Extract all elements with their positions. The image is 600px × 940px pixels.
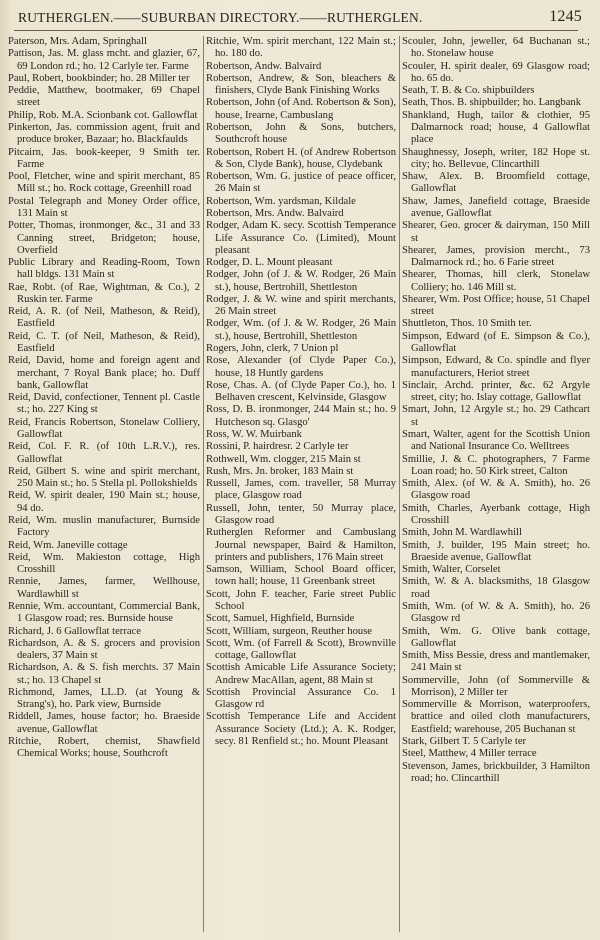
directory-entry: Simpson, Edward, & Co. spindle and flyer manufacturers, Heriot street [402,355,590,379]
directory-entry: Scott, Wm. (of Farrell & Scott), Brownville cottage, Gallowflat [206,637,396,662]
directory-entry: Pattison, Jas. M. glass mcht. and glazier, 67, 69 London rd.; ho. 12 Carlyle ter. Farme [8,48,200,72]
directory-entry: Reid, David, home and foreign agent and merchant, 7 Royal Bank place; ho. Duff bank, Gallowflat [8,355,200,391]
directory-entry: Richmond, James, LL.D. (at Young & Strang's), ho. Park view, Burnside [8,686,200,711]
directory-entry: Shankland, Hugh, tailor & clothier, 95 Dalmarnock road; house, 4 Gallowflat place [402,109,590,146]
directory-entry: Sommerville & Morrison, waterproofers, brattice and oiled cloth manufacturers, Eastfield; warehouse, 205 Buchanan st [402,699,590,735]
directory-entry: Rose, Alexander (of Clyde Paper Co.), house, 18 Huntly gardens [206,355,396,379]
directory-entry: Ross, W. W. Muirbank [206,429,302,440]
directory-entry: Rodger, D. L. Mount pleasant [206,257,333,269]
column-1 [8,36,200,932]
directory-entry: Reid, Wm. Janeville cottage [8,539,128,551]
directory-entry: Reid, Col. F. R. (of 10th L.R.V.), res. Gallowflat [8,441,200,465]
directory-entry: Scouler, H. spirit dealer, 69 Glasgow road; ho. 65 do. [402,60,590,84]
directory-entry: Reid, David, confectioner, Tennent pl. Castle st.; ho. 227 King st [8,392,200,416]
directory-entry: Shaughnessy, Joseph, writer, 182 Hope st. city; ho. Bellevue, Clincarthill [402,146,590,170]
column-divider [203,36,204,932]
running-title: RUTHERGLEN.——SUBURBAN DIRECTORY.——RUTHERGLEN. [18,10,423,25]
directory-entry: Smart, Walter, agent for the Scottish Union and National Insurance Co. Welltrees [402,429,590,453]
directory-entry: Scouler, John, jeweller, 64 Buchanan st.; ho. Stonelaw house [402,36,590,60]
directory-entry: Pool, Fletcher, wine and spirit merchant, 85 Mill st.; ho. Rock cottage, Greenhill road [8,171,200,195]
column-3 [402,36,590,932]
directory-entry: Shuttleton, Thos. 10 Smith ter. [402,318,532,330]
directory-entry: Scottish Amicable Life Assurance Society; Andrew MacAllan, agent, 88 Main st [206,662,396,686]
directory-entry: Reid, A. R. (of Neil, Matheson, & Reid), Eastfield [8,306,200,330]
directory-entry: Pinkerton, Jas. commission agent, fruit and produce broker, Bazaar; ho. Blackfaulds [8,121,200,146]
directory-entry: Rothwell, Wm. clogger, 215 Main st [206,453,361,465]
directory-entry: Rennie, Wm. accountant, Commercial Bank, 1 Glasgow road; res. Burnside house [8,600,200,625]
directory-entry: Russell, John, tenter, 50 Murray place, Glasgow road [206,502,396,526]
directory-entry: Potter, Thomas, ironmonger, &c., 31 and 33 Canning street, Bridgeton; house, Overfield [8,220,200,256]
directory-entry: Smith, John M. Wardlawhill [402,527,522,539]
directory-entry: Smart, John, 12 Argyle st.; ho. 29 Cathcart st [402,404,590,428]
directory-entry: Shearer, Thomas, hill clerk, Stonelaw Colliery; ho. 146 Mill st. [402,269,590,293]
directory-entry: Smith, Alex. (of W. & A. Smith), ho. 26 Glasgow road [402,478,590,502]
directory-entry: Rodger, Adam K. secy. Scottish Temperance Life Assurance Co. (Limited), Mount pleasant [206,220,396,256]
directory-entry: Ross, D. B. ironmonger, 244 Main st.; ho. 9 Hutcheson sq. Glasgo' [206,404,396,428]
page-header [8,8,582,28]
directory-entry: Peddie, Matthew, bootmaker, 69 Chapel street [8,85,200,109]
column-divider [399,36,400,932]
directory-entry: Reid, Wm. muslin manufacturer, Burnside Factory [8,514,200,539]
directory-entry: Smith, W. & A. blacksmiths, 18 Glasgow road [402,576,590,600]
directory-entry: Ritchie, Robert, chemist, Shawfield Chemical Works; house, Southcroft [8,736,200,760]
directory-entry: Smith, Wm. (of W. & A. Smith), ho. 26 Glasgow rd [402,600,590,625]
directory-entry: Steel, Matthew, 4 Miller terrace [402,748,537,760]
directory-entry: Smith, Wm. G. Olive bank cottage, Gallowflat [402,625,590,649]
directory-entry: Paul, Robert, bookbinder; ho. 28 Miller ter [8,72,190,84]
directory-columns [8,36,592,932]
directory-entry: Simpson, Edward (of E. Simpson & Co.), Gallowflat [402,330,590,355]
directory-entry: Rose, Chas. A. (of Clyde Paper Co.), ho. 1 Belhaven crescent, Kelvinside, Glasgow [206,379,396,404]
directory-entry: Smith, Miss Bessie, dress and mantlemaker, 241 Main st [402,650,590,674]
directory-entry: Smith, Walter, Corselet [402,564,501,576]
directory-entry: Riddell, James, house factor; ho. Braeside avenue, Gallowflat [8,711,200,735]
directory-entry: Reid, C. T. (of Neil, Matheson, & Reid), Eastfield [8,330,200,355]
directory-entry: Smillie, J. & C. photographers, 7 Farme Loan road; ho. 50 Kirk street, Calton [402,453,590,477]
directory-entry: Smith, Charles, Ayerbank cottage, High Crosshill [402,502,590,526]
directory-entry: Postal Telegraph and Money Order office, 131 Main st [8,195,200,219]
directory-entry: Ritchie, Wm. spirit merchant, 122 Main st.; ho. 180 do. [206,36,396,60]
directory-entry: Robertson, Mrs. Andw. Balvaird [206,207,344,219]
directory-entry: Rutherglen Reformer and Cambuslang Journal newspaper, Baird & Hamilton, printers and publishers, 176 Main street [206,527,396,563]
directory-entry: Public Library and Reading-Room, Town hall bldgs. 131 Main st [8,257,200,281]
directory-entry: Reid, Francis Robertson, Stonelaw Colliery, Gallowflat [8,416,200,440]
directory-entry: Robertson, John (of And. Robertson & Son), house, Irearne, Cambuslang [206,97,396,121]
directory-entry: Scott, John F. teacher, Farie street Public School [206,588,396,612]
directory-entry: Robertson, John & Sons, butchers, Southcroft house [206,121,396,146]
directory-entry: Robertson, Wm. yardsman, Kildale [206,195,356,207]
column-2 [206,36,396,932]
directory-entry: Shaw, Alex. B. Broomfield cottage, Gallowflat [402,171,590,195]
directory-entry: Philip, Rob. M.A. Scionbank cot. Gallowflat [8,109,198,121]
directory-entry: Scott, William, surgeon, Reuther house [206,625,373,637]
header-rule [14,30,578,31]
directory-entry: Sommerville, John (of Sommerville & Morrison), 2 Miller ter [402,674,590,698]
directory-entry: Robertson, Andrew, & Son, bleachers & finishers, Clyde Bank Finishing Works [206,72,396,97]
directory-entry: Shearer, James, provision mercht., 73 Dalmarnock rd.; ho. 6 Farie street [402,244,590,269]
directory-entry: Paterson, Mrs. Adam, Springhall [8,36,147,47]
directory-entry: Rossini, P. hairdresr. 2 Carlyle ter [206,441,349,453]
directory-entry: Scottish Temperance Life and Accident Assurance Society (Ltd.); A. K. Rodger, secy. 81 Renfield st.; ho. Mount Pleasant [206,711,396,748]
directory-entry: Rae, Robt. (of Rae, Wightman, & Co.), 2 Ruskin ter. Farme [8,281,200,305]
directory-entry: Seath, T. B. & Co. shipbuilders [402,85,535,97]
directory-entry: Rodger, John (of J. & W. Rodger, 26 Main st.), house, Bertrohill, Shettleston [206,269,396,293]
directory-entry: Pitcairn, Jas. book-keeper, 9 Smith ter. Farme [8,146,200,170]
directory-entry: Richardson, A. & S. fish merchts. 37 Main st.; ho. 13 Chapel st [8,662,200,686]
directory-entry: Rodger, Wm. (of J. & W. Rodger, 26 Main st.), house, Bertrohill, Shettleston [206,318,396,342]
directory-entry: Reid, W. spirit dealer, 190 Main st.; house, 94 do. [8,490,200,514]
directory-entry: Shaw, James, Janefield cottage, Braeside avenue, Gallowflat [402,195,590,219]
directory-entry: Shearer, Wm. Post Office; house, 51 Chapel street [402,293,590,318]
directory-entry: Rush, Mrs. Jn. broker, 183 Main st [206,465,354,477]
directory-entry: Stevenson, James, brickbuilder, 3 Hamilton road; ho. Clincarthill [402,760,590,784]
directory-entry: Richard, J. 6 Gallowflat terrace [8,625,141,637]
directory-entry: Rennie, James, farmer, Wellhouse, Wardlawhill st [8,576,200,600]
directory-entry: Reid, Wm. Makieston cottage, High Crosshill [8,551,200,576]
directory-entry: Robertson, Andw. Balvaird [206,60,322,72]
directory-entry: Scottish Provincial Assurance Co. 1 Glasgow rd [206,686,396,711]
page-number: 1245 [549,8,582,25]
directory-entry: Smith, J. builder, 195 Main street; ho. Braeside avenue, Gallowflat [402,539,590,563]
directory-entry: Sinclair, Archd. printer, &c. 62 Argyle street, city; ho. Islay cottage, Gallowflat [402,379,590,404]
directory-entry: Robertson, Wm. G. justice of peace officer, 26 Main st [206,171,396,195]
directory-entry: Rogers, John, clerk, 7 Union pl [206,343,339,355]
directory-entry: Rodger, J. & W. wine and spirit merchants, 26 Main street [206,293,396,318]
directory-entry: Stark, Gilbert T. 5 Carlyle ter [402,736,527,748]
directory-entry: Scott, Samuel, Highfield, Burnside [206,613,355,625]
directory-entry: Samson, William, School Board officer, town hall; house, 11 Greenbank street [206,564,396,588]
directory-entry: Richardson, A. & S. grocers and provision dealers, 37 Main st [8,637,200,662]
directory-entry: Robertson, Robert H. (of Andrew Robertson & Son, Clyde Bank), house, Clydebank [206,146,396,170]
directory-entry: Reid, Gilbert S. wine and spirit merchant, 250 Main st.; ho. 5 Stella pl. Pollokshields [8,465,200,490]
directory-entry: Russell, James, com. traveller, 58 Murray place, Glasgow road [206,478,396,502]
directory-entry: Shearer, Geo. grocer & dairyman, 150 Mill st [402,220,590,244]
directory-entry: Seath, Thos. B. shipbuilder; ho. Langbank [402,97,581,109]
